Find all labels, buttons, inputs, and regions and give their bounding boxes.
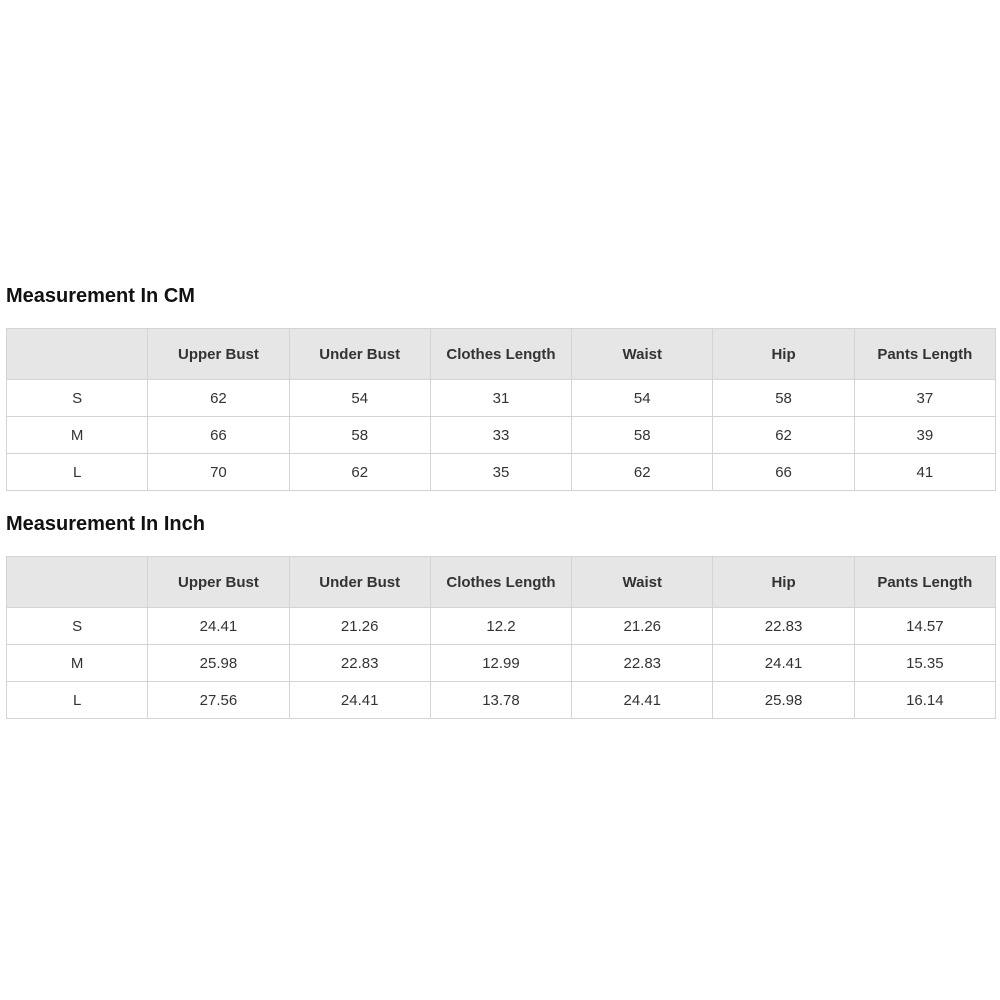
table-cell: 31 [430, 380, 571, 417]
header-cell-under-bust: Under Bust [289, 557, 430, 608]
table-cell: 58 [289, 417, 430, 454]
table-row [7, 417, 996, 454]
header-cell-clothes-length: Clothes Length [430, 557, 571, 608]
table-cell: 12.2 [430, 608, 571, 645]
table-cell: 22.83 [572, 645, 713, 682]
header-cell-waist: Waist [572, 557, 713, 608]
table-cell: 25.98 [148, 645, 289, 682]
cm-section-title: Measurement In CM [6, 285, 195, 307]
table-cell: 54 [572, 380, 713, 417]
table-cell: 54 [289, 380, 430, 417]
table-cell: 35 [430, 454, 571, 491]
table-cell: 41 [854, 454, 995, 491]
table-cell: 22.83 [289, 645, 430, 682]
table-cell: 66 [148, 417, 289, 454]
header-cell-upper-bust: Upper Bust [148, 329, 289, 380]
table-header-row [7, 329, 996, 380]
table-cell: 62 [713, 417, 854, 454]
table-cell: 39 [854, 417, 995, 454]
inch-measurement-section [6, 510, 996, 719]
table-cell: 24.41 [572, 682, 713, 719]
table-cell: 22.83 [713, 608, 854, 645]
header-cell-under-bust: Under Bust [289, 329, 430, 380]
header-cell-clothes-length: Clothes Length [430, 329, 571, 380]
table-cell: 12.99 [430, 645, 571, 682]
table-cell: 33 [430, 417, 571, 454]
table-cell: 24.41 [713, 645, 854, 682]
inch-section-title: Measurement In Inch [6, 513, 205, 535]
header-cell-size [7, 329, 148, 380]
table-cell: 24.41 [289, 682, 430, 719]
table-cell: 62 [572, 454, 713, 491]
header-cell-size [7, 557, 148, 608]
header-cell-hip: Hip [713, 557, 854, 608]
size-cell: M [7, 417, 148, 454]
size-cell: S [7, 608, 148, 645]
table-header-row [7, 557, 996, 608]
table-cell: 16.14 [854, 682, 995, 719]
table-cell: 25.98 [713, 682, 854, 719]
header-cell-waist: Waist [572, 329, 713, 380]
table-cell: 21.26 [289, 608, 430, 645]
table-row [7, 645, 996, 682]
inch-size-table [6, 556, 996, 719]
size-cell: L [7, 454, 148, 491]
header-cell-pants-length: Pants Length [854, 329, 995, 380]
size-cell: L [7, 682, 148, 719]
table-cell: 66 [713, 454, 854, 491]
size-cell: M [7, 645, 148, 682]
table-cell: 13.78 [430, 682, 571, 719]
table-row [7, 380, 996, 417]
table-cell: 62 [148, 380, 289, 417]
size-cell: S [7, 380, 148, 417]
table-cell: 15.35 [854, 645, 995, 682]
table-row [7, 454, 996, 491]
table-cell: 21.26 [572, 608, 713, 645]
table-cell: 70 [148, 454, 289, 491]
header-cell-hip: Hip [713, 329, 854, 380]
cm-measurement-section [6, 282, 996, 491]
table-cell: 27.56 [148, 682, 289, 719]
table-cell: 58 [572, 417, 713, 454]
cm-size-table [6, 328, 996, 491]
table-row [7, 682, 996, 719]
header-cell-pants-length: Pants Length [854, 557, 995, 608]
table-cell: 24.41 [148, 608, 289, 645]
table-row [7, 608, 996, 645]
header-cell-upper-bust: Upper Bust [148, 557, 289, 608]
table-cell: 62 [289, 454, 430, 491]
table-cell: 37 [854, 380, 995, 417]
table-cell: 58 [713, 380, 854, 417]
table-cell: 14.57 [854, 608, 995, 645]
